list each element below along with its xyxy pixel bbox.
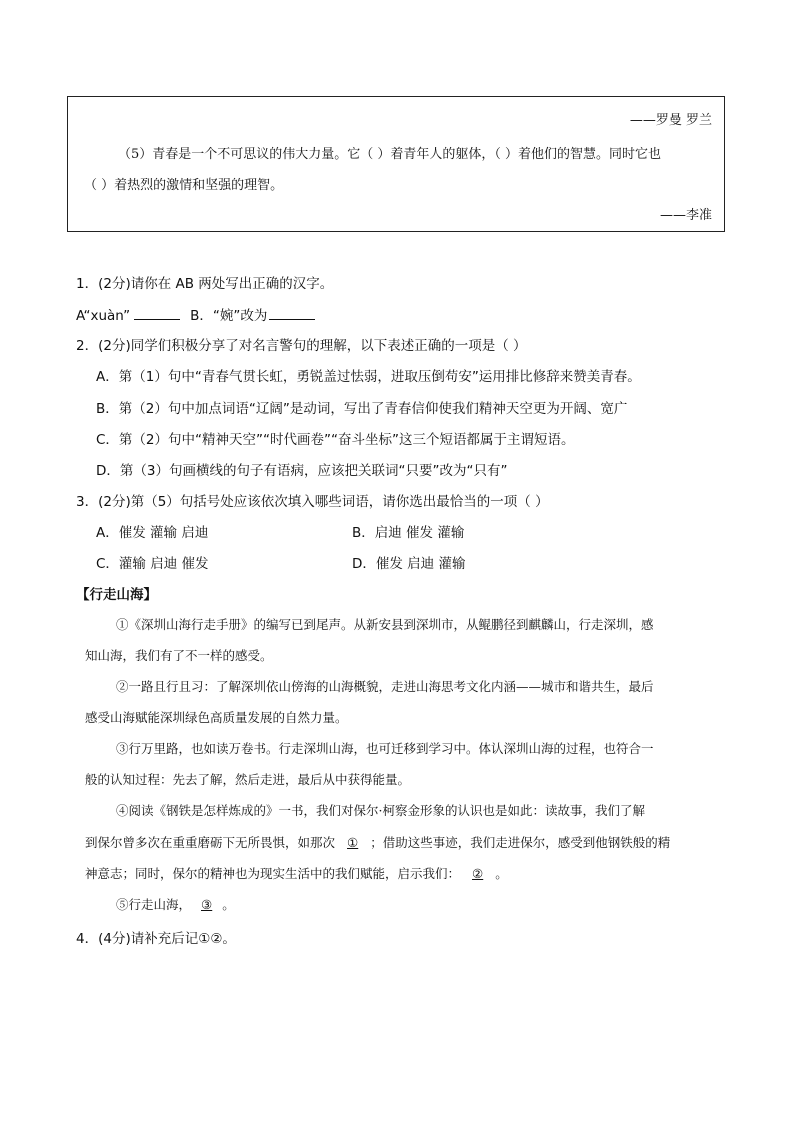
question-3-option-b[interactable]: B．启迪 催发 灌输 bbox=[352, 525, 465, 541]
paragraph-1-line-2: 知山海，我们有了不一样的感受。 bbox=[85, 648, 273, 663]
p5-end: 。 bbox=[222, 897, 235, 912]
question-3-option-c[interactable]: C．灌输 启迪 催发 bbox=[96, 556, 209, 572]
p5-text: ⑤行走山海， bbox=[116, 897, 192, 912]
question-2-option-c[interactable]: C．第（2）句中“精神天空”“时代画卷”“奋斗坐标”这三个短语都属于主谓短语。 bbox=[96, 432, 575, 448]
question-2-option-a[interactable]: A．第（1）句中“青春气贯长虹，勇锐盖过怯弱，进取压倒苟安”运用排比修辞来赞美青春。 bbox=[96, 369, 641, 385]
paragraph-3-line-1: ③行万里路，也如读万卷书。行走深圳山海，也可迁移到学习中。体认深圳山海的过程，也符合一 bbox=[116, 741, 654, 756]
paragraph-4-line-3 bbox=[85, 864, 508, 882]
answer-b-label: B．“婉”改为 bbox=[190, 308, 268, 324]
paragraph-2-line-1: ②一路且行且习：了解深圳依山傍海的山海概貌，走进山海思考文化内涵——城市和谐共生，最后 bbox=[116, 679, 654, 694]
question-1-stem: 1．(2分)请你在 AB 两处写出正确的汉字。 bbox=[76, 276, 334, 292]
question-2-option-d[interactable]: D．第（3）句画横线的句子有语病，应该把关联词“只要”改为“只有” bbox=[96, 463, 508, 479]
p4-line3-end: 。 bbox=[495, 866, 508, 881]
p4-line2-text-a: 到保尔曾多次在重重磨砺下无所畏惧，如那次 bbox=[85, 835, 336, 850]
p4-line3-text: 神意志；同时，保尔的精神也为现实生活中的我们赋能，启示我们： bbox=[85, 866, 461, 881]
paragraph-2-line-2: 感受山海赋能深圳绿色高质量发展的自然力量。 bbox=[85, 710, 348, 725]
question-2-option-b[interactable]: B．第（2）句中加点词语“辽阔”是动词，写出了青春信仰使我们精神天空更为开阔、宽广 bbox=[96, 401, 628, 417]
question-4-stem: 4．(4分)请补充后记①②。 bbox=[76, 931, 236, 947]
paragraph-5 bbox=[116, 895, 235, 913]
quote-5-line-2: （ ）着热烈的激情和坚强的理智。 bbox=[84, 178, 284, 193]
quote-5-line-1: （5）青春是一个不可思议的伟大力量。它（ ）着青年人的躯体，（ ）着他们的智慧。同时它也 bbox=[118, 147, 662, 162]
attribution-romain-rolland: ——罗曼 罗兰 bbox=[629, 113, 712, 128]
paragraph-1-line-1: ①《深圳山海行走手册》的编写已到尾声。从新安县到深圳市，从鲲鹏径到麒麟山，行走深圳，感 bbox=[116, 617, 654, 632]
answer-a-blank[interactable] bbox=[134, 308, 180, 320]
paragraph-3-line-2: 般的认知过程：先去了解，然后走进，最后从中获得能量。 bbox=[85, 772, 411, 787]
attribution-li-zhun: ——李准 bbox=[659, 208, 712, 223]
answer-a-label: A“xuàn” bbox=[76, 308, 131, 324]
blank-3[interactable]: ③ bbox=[201, 897, 213, 912]
paragraph-4-line-2 bbox=[85, 833, 670, 851]
section-title: 【行走山海】 bbox=[76, 587, 157, 603]
paragraph-4-line-1: ④阅读《钢铁是怎样炼成的》一书，我们对保尔·柯察金形象的认识也是如此：读故事，我们了解 bbox=[116, 803, 645, 818]
question-3-option-d[interactable]: D．催发 启迪 灌输 bbox=[352, 556, 466, 572]
question-1-answers bbox=[76, 304, 315, 324]
p4-line2-text-b: ；借助这些事迹，我们走进保尔，感受到他钢铁般的精 bbox=[370, 835, 671, 850]
question-3-stem: 3．(2分)第（5）句括号处应该依次填入哪些词语，请你选出最恰当的一项（ ） bbox=[76, 494, 549, 510]
blank-2[interactable]: ② bbox=[472, 866, 484, 881]
answer-b-blank[interactable] bbox=[269, 308, 315, 320]
question-3-option-a[interactable]: A．催发 灌输 启迪 bbox=[96, 525, 209, 541]
blank-1[interactable]: ① bbox=[347, 835, 359, 850]
question-2-stem: 2．(2分)同学们积极分享了对名言警句的理解，以下表述正确的一项是（ ） bbox=[76, 338, 527, 354]
quote-box bbox=[67, 96, 725, 232]
